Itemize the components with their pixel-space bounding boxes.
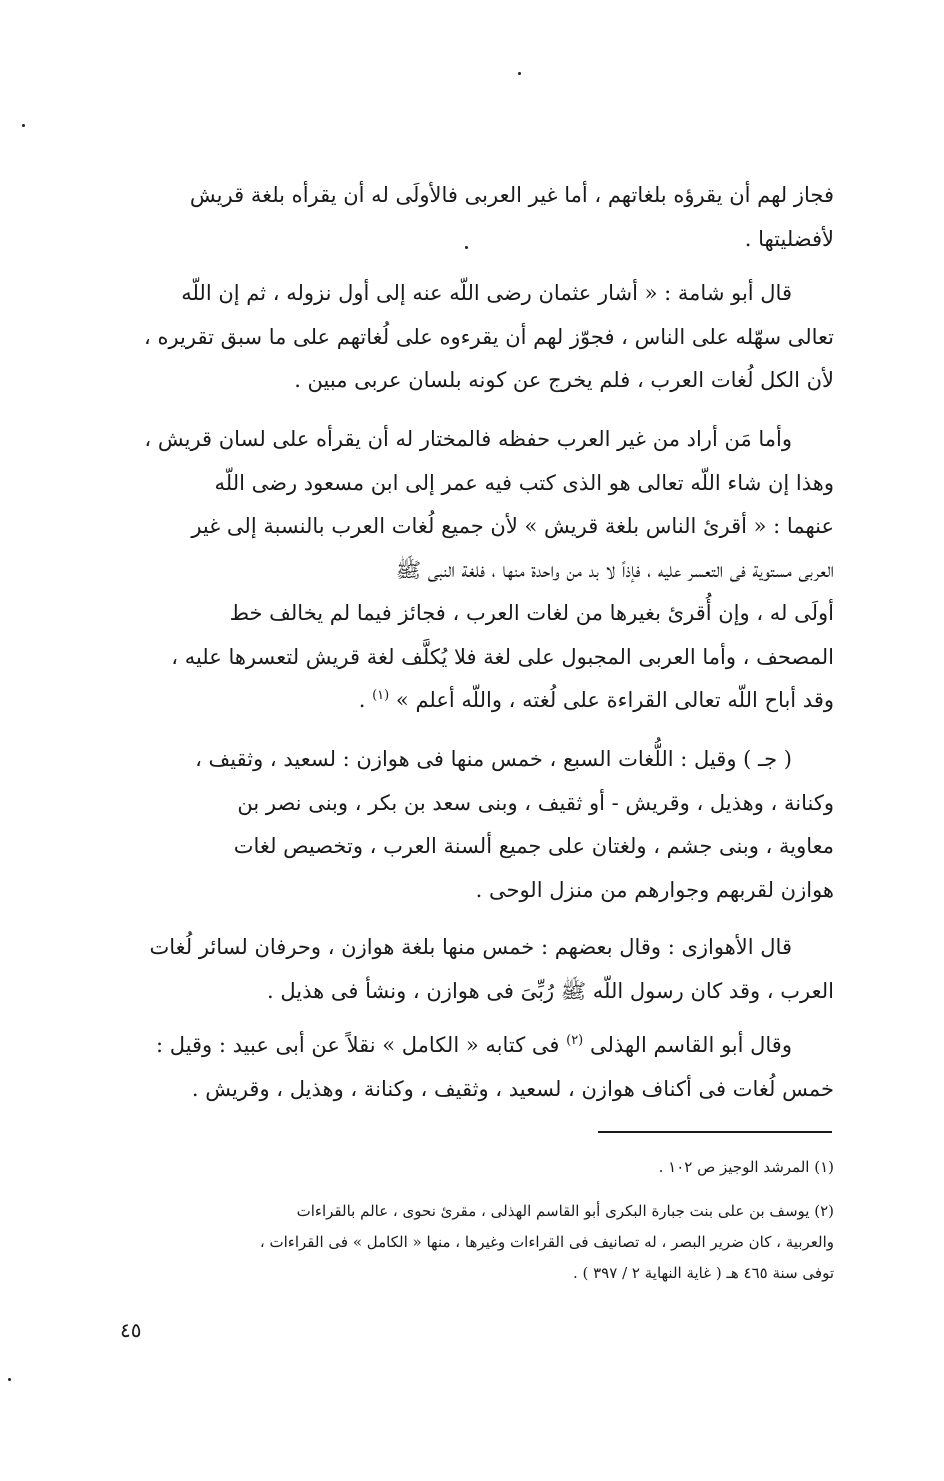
line: خمس لُغات فى أكناف هوازن ، لسعيد ، وثقيف ، وكنانة ، وهذيل ، وقريش . [191,1076,834,1101]
footnotes [122,1152,834,1183]
scan-speck [22,124,25,127]
main-text [122,738,834,912]
line: لأفضليتها . [744,226,834,251]
footnote-separator [598,1131,832,1133]
footnote-2 [122,1196,834,1289]
footnotes [122,1196,834,1289]
main-text [122,926,834,1013]
main-text [122,174,834,261]
line: وكنانة ، وهذيل ، وقريش - أو ثقيف ، وبنى سعد بن بكر ، وبنى نصر بن [237,790,834,815]
paragraph-4 [122,738,834,912]
line: العرب ، وقد كان رسول اللّه ﷺ رُبِّىَ فى هوازن ، ونشأ فى هذيل . [267,978,834,1003]
line: عنهما : « أقرئ الناس بلغة قريش » لأن جميع لُغات العرب بالنسبة إلى غير [191,514,834,538]
scan-speck [8,1378,11,1381]
footnote-ref-2: (٢) [566,1033,584,1048]
paragraph-6 [122,1024,834,1111]
line: فى كتابه « الكامل » نقلاً عن أبى عبيد : وقيل : [156,1033,560,1057]
footnote-line: توفى سنة ٤٦٥ هـ ( غاية النهاية ٢ / ٣٩٧ ) . [572,1264,834,1282]
scan-speck [518,72,521,75]
line: وقد أباح اللّه تعالى القراءة على لُغته ، واللّه أعلم » [395,688,834,712]
line: لأن الكل لُغات العرب ، فلم يخرج عن كونه بلسان عربى مبين . [294,368,834,392]
line: وأما مَن أراد من غير العرب حفظه فالمختار له أن يقرأه على لسان قريش ، [144,427,792,451]
paragraph-2 [122,272,834,403]
footnote-1 [122,1152,834,1183]
line: ( جـ ) وقيل : اللُّغات السبع ، خمس منها فى هوازن : لسعيد ، وثقيف ، [195,747,792,771]
line: المصحف ، وأما العربى المجبول على لغة فلا يُكلَّف لغة قريش لتعسرها عليه ، [171,644,834,669]
paragraph-5 [122,926,834,1013]
page-number: ٤٥ [120,1318,142,1342]
paragraph-3: وأما مَن أراد من غير العرب حفظه فالمختار له أن يقرأه على لسان قريش ، وهذا إن شاء اللّه تعالى هو الذى كتب فيه عمر إلى ابن مسعود رضى اللّه عنهما : « أقرئ الناس بلغة قريش » لأن جميع لُغات العرب بالنسبة إلى غير العربى مستوية فى التعسر عليه ، فإذاً لا بد من واحدة منها ، فلغة النبى ﷺ أولَى له ، وإن أُقرئ بغيرها من لغات العرب ، فجائز فيما لم يخالف خط المصحف ، وأما العربى المجبول على لغة فلا يُكلَّف لغة قريش لتعسرها عليه ، وقد أباح اللّه تعالى القراءة على لُغته ، واللّه أعلم » $^{(١)}$ . [144,427,834,712]
line: وهذا إن شاء اللّه تعالى هو الذى كتب فيه عمر إلى ابن مسعود رضى اللّه [214,470,834,495]
line: العربى مستوية فى التعسر عليه ، فإذاً لا بد من واحدة منها ، فلغة النبى ﷺ [395,557,834,582]
line: قال الأهوازى : وقال بعضهم : خمس منها بلغة هوازن ، وحرفان لسائر لُغات [149,935,792,959]
line: تعالى سهّله على الناس ، فجوّز لهم أن يقرءوه على لُغاتهم على ما سبق تقريره ، [144,324,834,349]
footnote-ref-1: (١) [372,688,390,703]
line: معاوية ، وبنى جشم ، ولغتان على جميع ألسنة العرب ، وتخصيص لغات [233,834,834,858]
line: فجاز لهم أن يقرؤه بلغاتهم ، أما غير العربى فالأولَى له أن يقرأه بلغة قريش [189,183,834,207]
main-text [122,272,834,403]
line: وقال أبو القاسم الهذلى [589,1033,792,1057]
footnote-line: (١) المرشد الوجيز ص ١٠٢ . [658,1158,834,1176]
main-text [122,418,834,723]
main-text [122,1024,834,1111]
line: أولَى له ، وإن أُقرئ بغيرها من لغات العرب ، فجائز فيما لم يخالف خط [229,601,834,625]
line: هوازن لقربهم وجوارهم من منزل الوحى . [475,877,834,902]
line: قال أبو شامة : « أشار عثمان رضى اللّه عنه إلى أول نزوله ، ثم إن اللّه [181,281,792,305]
footnote-line: (٢) يوسف بن على بنت جبارة البكرى أبو القاسم الهذلى ، مقرئ نحوى ، عالم بالقراءات [296,1202,834,1220]
paragraph-1 [122,174,834,261]
footnote-line: والعربية ، كان ضرير البصر ، له تصانيف فى القراءات وغيرها ، منها « الكامل » فى القراءات ، [259,1233,834,1251]
